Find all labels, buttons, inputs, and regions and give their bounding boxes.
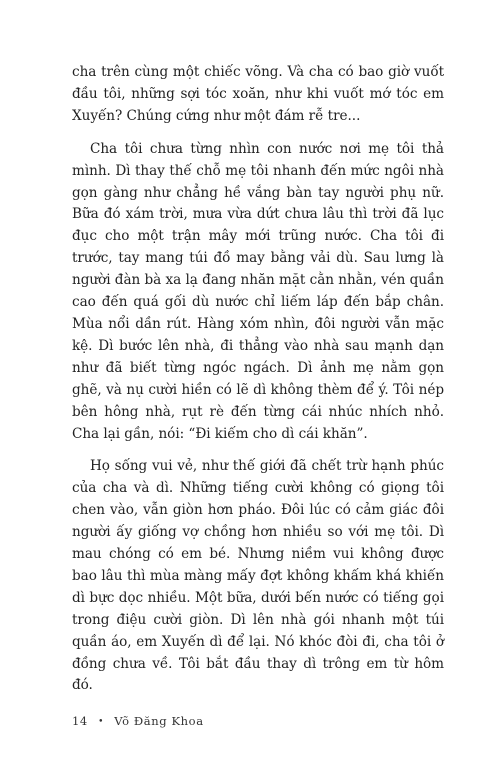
page-number: 14 <box>72 714 88 728</box>
footer-separator: • <box>98 717 105 727</box>
paragraph-continued: cha trên cùng một chiếc võng. Và cha có bao giờ vuốt đầu tôi, những sợi tóc xoăn, như khi vuốt mớ tóc em Xuyến? Chúng cứng như một đám rễ tre... <box>72 64 444 124</box>
page-footer <box>72 714 204 728</box>
paragraph: Cha tôi chưa từng nhìn con nước nơi mẹ tôi thả mình. Dì thay thế chỗ mẹ tôi nhanh đến mức ngôi nhà gọn gàng như chẳng hề vắng bàn tay người phụ nữ. Bữa đó xám trời, mưa vừa dứt chưa lâu thì trời đã lục đục cho một trận mây mới trũng nước. Cha tôi đi trước, tay mang túi đồ may bằng vải dù. Sau lưng là người đàn bà xa lạ đang nhăn mặt cằn nhằn, vén quần cao đến quá gối dù nước chỉ liếm láp đến bắp chân. Mùa nổi dần rút. Hàng xóm nhìn, đôi người vẫn mặc kệ. Dì bước lên nhà, đi thẳng vào nhà sau mạnh dạn như đã biết từng ngóc ngách. Dì ảnh mẹ nằm gọn ghẽ, và nụ cười hiền có lẽ dì không thèm để ý. Tôi nép bên hông nhà, rụt rè đến từng cái nhúc nhích nhỏ. Cha lại gần, nói: “Đi kiếm cho dì cái khăn”. <box>72 140 444 442</box>
author-name: Võ Đăng Khoa <box>114 714 204 728</box>
body-text <box>72 62 444 697</box>
paragraph: Họ sống vui vẻ, như thế giới đã chết trừ hạnh phúc của cha và dì. Những tiếng cười không có giọng tôi chen vào, vẫn giòn hơn pháo. Đôi lúc có cảm giác đôi người ấy giống vợ chồng hơn nhiều so với mẹ tôi. Dì mau chóng có em bé. Nhưng niềm vui không được bao lâu thì mùa màng mấy đợt không khấm khá khiến dì bực dọc nhiều. Một bữa, dưới bến nước có tiếng gọi trong điệu cười giòn. Dì lên nhà gói nhanh một túi quần áo, em Xuyến dì để lại. Nó khóc đòi đi, cha tôi ở đồng chưa về. Tôi bắt đầu thay dì trông em từ hôm đó. <box>72 458 444 694</box>
